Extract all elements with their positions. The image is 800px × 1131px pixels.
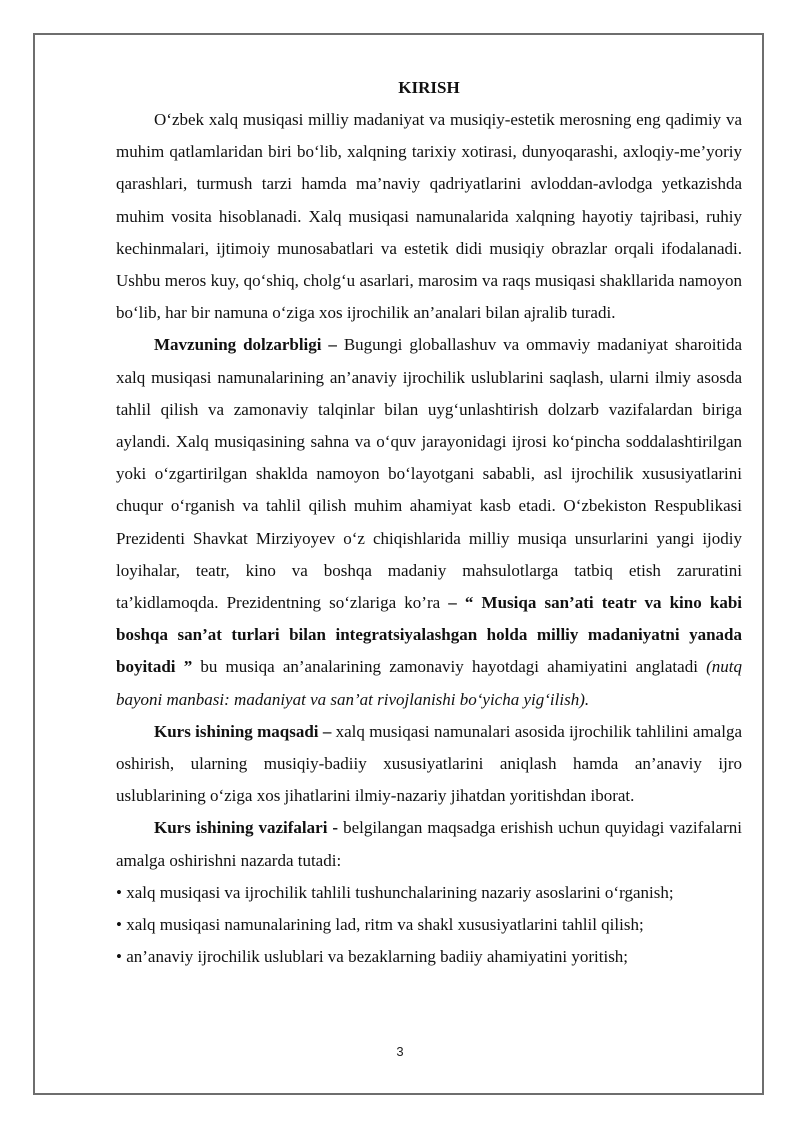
relevance-text: Bugungi globallashuv va ommaviy madaniyat sharoitida xalq musiqasi namunalarining an’anaviy ijrochilik uslublarini saqlash, ularni ilmiy asosda tahlil qilish va zamonaviy talqinlar bilan uyg‘unlashtirish dolzarb vazifalardan biriga aylandi. Xalq musiqasining sahna va o‘quv jarayonidagi ijrosi ko‘pincha soddalashtirilgan yoki o‘zgartirilgan shaklda namoyon bo‘layotgani sababli, asl ijrochilik xususiyatlarini chuqur o‘rganish va tahlil qilish muhim ahamiyat kasb etadi. O‘zbekiston Respublikasi Prezidenti Shavkat Mirziyoyev o‘z chiqishlarida milliy musiqa unsurlarini yangi ijodiy loyihalar, teatr, kino va boshqa madaniy mahsulotlarga tatbiq etish zaruratini ta’kidlamoqda. Prezidentning so‘zlariga ko’ra <box>116 335 742 613</box>
tasks-paragraph <box>116 812 742 876</box>
relevance-label: Mavzuning dolzarbligi – <box>154 335 337 355</box>
task-item: • an’anaviy ijrochilik uslublari va bezaklarning badiiy ahamiyatini yoritish; <box>116 947 629 967</box>
quote-source: (nutq bayoni manbasi: madaniyat va san’at rivojlanishi bo‘yicha yig‘ilish). <box>116 657 742 709</box>
page-number: 3 <box>396 1044 404 1059</box>
president-quote: – “ Musiqa san’ati teatr va kino kabi boshqa san’at turlari bilan integratsiyalashgan holda milliy madaniyatni yanada boyitadi ” <box>116 593 743 677</box>
tasks-label: Kurs ishining vazifalari - <box>154 818 339 838</box>
aim-text: xalq musiqasi namunalari asosida ijrochilik tahlilini amalga oshirish, ularning musiqiy-badiiy xususiyatlarini aniqlash hamda an’anaviy ijro uslublarining o‘ziga xos jihatlarini ilmiy-nazariy jihatdan yoritishdan iborat. <box>116 721 742 806</box>
task-item: • xalq musiqasi va ijrochilik tahlili tushunchalarining nazariy asoslarini o‘rganish; <box>116 882 674 902</box>
relevance-paragraph <box>116 329 742 715</box>
task-item: • xalq musiqasi namunalarining lad, ritm va shakl xususiyatlarini tahlil qilish; <box>116 915 644 935</box>
section-heading: KIRISH <box>398 78 460 97</box>
document-body <box>116 76 742 973</box>
aim-paragraph <box>116 716 742 813</box>
tasks-text: belgilangan maqsadga erishish uchun quyidagi vazifalarni amalga oshirishni nazarda tutadi: <box>116 818 742 870</box>
relevance-after-quote: bu musiqa an’analarining zamonaviy hayotdagi ahamiyatini anglatadi <box>192 657 707 677</box>
intro-paragraph: O‘zbek xalq musiqasi milliy madaniyat va musiqiy-estetik merosning eng qadimiy va muhim qatlamlaridan biri bo‘lib, xalqning tarixiy xotirasi, dunyoqarashi, axloqiy-me’yoriy qarashlari, turmush tarzi hamda ma’naviy qadriyatlarini avloddan-avlodga yetkazishda muhim vosita hisoblanadi. Xalq musiqasi namunalarida xalqning hayotiy tajribasi, ruhiy kechinmalari, ijtimoiy munosabatlari va estetik didi musiqiy obrazlar orqali ifodalanadi. Ushbu meros kuy, qo‘shiq, cholg‘u asarlari, marosim va raqs musiqasi shakllarida namoyon bo‘lib, har bir namuna o‘ziga xos ijrochilik an’analari bilan ajralib turadi. <box>116 110 742 323</box>
aim-label: Kurs ishining maqsadi – <box>154 721 332 741</box>
